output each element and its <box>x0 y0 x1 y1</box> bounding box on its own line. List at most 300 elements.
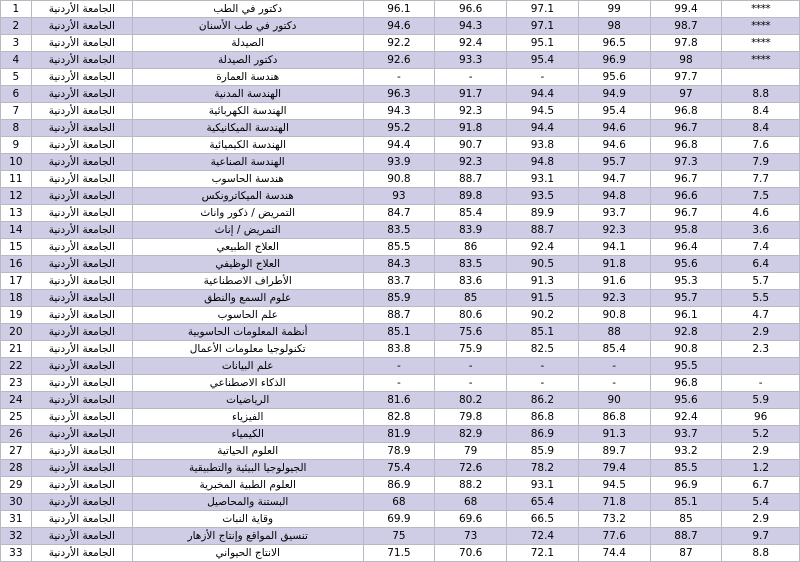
table-row[interactable] <box>1 256 800 273</box>
cell-value-2: 79 <box>435 443 507 460</box>
cell-major: التمريض / إناث <box>132 222 363 239</box>
cell-value-4: 94.6 <box>578 120 650 137</box>
cell-value-4: 95.6 <box>578 69 650 86</box>
cell-value-1: 81.6 <box>363 392 435 409</box>
cell-major: العلاج الوظيفي <box>132 256 363 273</box>
table-row[interactable] <box>1 375 800 392</box>
cell-value-3: 97.1 <box>507 1 579 18</box>
cell-value-4: 92.3 <box>578 222 650 239</box>
cell-value-1: 83.7 <box>363 273 435 290</box>
table-row[interactable] <box>1 511 800 528</box>
cell-university: الجامعة الأردنية <box>31 154 132 171</box>
cell-value-5: 96.9 <box>650 477 722 494</box>
cell-university: الجامعة الأردنية <box>31 188 132 205</box>
cell-value-5: 96.8 <box>650 103 722 120</box>
cell-value-6: 5.2 <box>722 426 800 443</box>
cell-major: أنظمة المعلومات الحاسوبية <box>132 324 363 341</box>
cell-value-2: 91.7 <box>435 86 507 103</box>
cell-value-3: 85.9 <box>507 443 579 460</box>
cell-major: الهندسة الكهربائية <box>132 103 363 120</box>
table-row[interactable] <box>1 205 800 222</box>
table-row[interactable] <box>1 35 800 52</box>
cell-major: هندسة الحاسوب <box>132 171 363 188</box>
cell-value-5: 97 <box>650 86 722 103</box>
cell-value-6: **** <box>722 35 800 52</box>
cell-value-2: 93.3 <box>435 52 507 69</box>
cell-university: الجامعة الأردنية <box>31 137 132 154</box>
table-row[interactable] <box>1 426 800 443</box>
cell-value-6: 96 <box>722 409 800 426</box>
cell-major: علم البيانات <box>132 358 363 375</box>
table-row[interactable] <box>1 273 800 290</box>
cell-value-5: 95.6 <box>650 256 722 273</box>
cell-major: الأطراف الاصطناعية <box>132 273 363 290</box>
cell-university: الجامعة الأردنية <box>31 103 132 120</box>
cell-value-3: 97.1 <box>507 18 579 35</box>
cell-major: الهندسة المدنية <box>132 86 363 103</box>
cell-value-2: 80.6 <box>435 307 507 324</box>
cell-university: الجامعة الأردنية <box>31 171 132 188</box>
cell-value-4: 92.3 <box>578 290 650 307</box>
cell-value-6: 2.9 <box>722 324 800 341</box>
cell-university: الجامعة الأردنية <box>31 324 132 341</box>
cell-value-1: - <box>363 358 435 375</box>
cell-index: 4 <box>1 52 32 69</box>
cell-value-5: 85 <box>650 511 722 528</box>
cell-index: 18 <box>1 290 32 307</box>
cell-value-5: 85.1 <box>650 494 722 511</box>
cell-value-5: 97.8 <box>650 35 722 52</box>
cell-value-1: 93 <box>363 188 435 205</box>
cell-value-3: 86.8 <box>507 409 579 426</box>
cell-value-6 <box>722 69 800 86</box>
cell-value-5: 92.4 <box>650 409 722 426</box>
cell-value-6: 5.9 <box>722 392 800 409</box>
cell-value-4: 73.2 <box>578 511 650 528</box>
cell-index: 24 <box>1 392 32 409</box>
cell-major: الانتاج الحيواني <box>132 545 363 562</box>
cell-value-3: 66.5 <box>507 511 579 528</box>
cell-value-4: 94.6 <box>578 137 650 154</box>
cell-index: 26 <box>1 426 32 443</box>
table-row[interactable] <box>1 1 800 18</box>
table-row[interactable] <box>1 120 800 137</box>
cell-university: الجامعة الأردنية <box>31 460 132 477</box>
cell-major: علم الحاسوب <box>132 307 363 324</box>
cell-value-1: 85.5 <box>363 239 435 256</box>
cell-index: 32 <box>1 528 32 545</box>
cell-university: الجامعة الأردنية <box>31 358 132 375</box>
table-row[interactable] <box>1 137 800 154</box>
table-row[interactable] <box>1 307 800 324</box>
cell-value-1: 71.5 <box>363 545 435 562</box>
cell-value-5: 93.2 <box>650 443 722 460</box>
cell-value-6: 7.5 <box>722 188 800 205</box>
cell-value-3: 93.8 <box>507 137 579 154</box>
cell-value-1: - <box>363 69 435 86</box>
cell-major: الصيدلة <box>132 35 363 52</box>
cell-value-1: 94.6 <box>363 18 435 35</box>
cell-value-5: 85.5 <box>650 460 722 477</box>
cell-value-2: 68 <box>435 494 507 511</box>
cell-value-4: 88 <box>578 324 650 341</box>
cell-value-5: 96.7 <box>650 205 722 222</box>
cell-value-6: 6.4 <box>722 256 800 273</box>
table-row[interactable] <box>1 460 800 477</box>
cell-index: 7 <box>1 103 32 120</box>
cell-value-2: 72.6 <box>435 460 507 477</box>
cell-major: هندسة العمارة <box>132 69 363 86</box>
cell-value-1: 88.7 <box>363 307 435 324</box>
cell-value-2: 96.6 <box>435 1 507 18</box>
table-row[interactable] <box>1 409 800 426</box>
cell-value-6: **** <box>722 52 800 69</box>
cell-index: 17 <box>1 273 32 290</box>
cell-value-4: 74.4 <box>578 545 650 562</box>
cell-university: الجامعة الأردنية <box>31 35 132 52</box>
cell-value-4: 91.6 <box>578 273 650 290</box>
cell-value-2: - <box>435 358 507 375</box>
cell-value-3: 86.2 <box>507 392 579 409</box>
cell-value-5: 95.3 <box>650 273 722 290</box>
cell-value-2: 92.3 <box>435 154 507 171</box>
cell-value-4: 86.8 <box>578 409 650 426</box>
cell-value-3: 65.4 <box>507 494 579 511</box>
cell-value-3: 94.5 <box>507 103 579 120</box>
cell-value-6: 2.9 <box>722 443 800 460</box>
cell-value-5: 96.7 <box>650 120 722 137</box>
cell-value-4: 85.4 <box>578 341 650 358</box>
cell-value-6: - <box>722 375 800 392</box>
cell-university: الجامعة الأردنية <box>31 528 132 545</box>
table-row[interactable] <box>1 18 800 35</box>
cell-value-6: 9.7 <box>722 528 800 545</box>
cell-university: الجامعة الأردنية <box>31 273 132 290</box>
cell-value-5: 97.7 <box>650 69 722 86</box>
cell-index: 14 <box>1 222 32 239</box>
cell-index: 21 <box>1 341 32 358</box>
cell-value-5: 96.7 <box>650 171 722 188</box>
cell-university: الجامعة الأردنية <box>31 52 132 69</box>
cell-value-1: 81.9 <box>363 426 435 443</box>
cell-major: الذكاء الاصطناعي <box>132 375 363 392</box>
cell-value-2: 73 <box>435 528 507 545</box>
cell-university: الجامعة الأردنية <box>31 290 132 307</box>
cell-value-6: 4.7 <box>722 307 800 324</box>
cell-value-3: 93.5 <box>507 188 579 205</box>
cell-value-4: 96.5 <box>578 35 650 52</box>
cell-value-2: - <box>435 375 507 392</box>
cell-value-6: 7.7 <box>722 171 800 188</box>
cell-value-4: 94.9 <box>578 86 650 103</box>
cell-value-1: 96.3 <box>363 86 435 103</box>
cell-value-6: 2.9 <box>722 511 800 528</box>
cell-value-2: 88.2 <box>435 477 507 494</box>
cell-value-1: 75 <box>363 528 435 545</box>
cell-value-5: 96.8 <box>650 137 722 154</box>
cell-value-2: 85.4 <box>435 205 507 222</box>
cell-value-2: 86 <box>435 239 507 256</box>
cell-university: الجامعة الأردنية <box>31 375 132 392</box>
cell-value-5: 96.8 <box>650 375 722 392</box>
cell-value-5: 96.1 <box>650 307 722 324</box>
cell-value-5: 88.7 <box>650 528 722 545</box>
table-row[interactable] <box>1 290 800 307</box>
cell-index: 10 <box>1 154 32 171</box>
cell-index: 23 <box>1 375 32 392</box>
cell-value-4: 94.8 <box>578 188 650 205</box>
cell-value-6: 4.6 <box>722 205 800 222</box>
table-row[interactable] <box>1 324 800 341</box>
cell-value-1: 75.4 <box>363 460 435 477</box>
cell-value-4: 96.9 <box>578 52 650 69</box>
table-row[interactable] <box>1 528 800 545</box>
cell-index: 29 <box>1 477 32 494</box>
table-row[interactable] <box>1 358 800 375</box>
cell-value-2: 75.6 <box>435 324 507 341</box>
table-row[interactable] <box>1 494 800 511</box>
cell-value-3: 93.1 <box>507 477 579 494</box>
cell-value-3: 94.4 <box>507 86 579 103</box>
cell-value-2: 83.5 <box>435 256 507 273</box>
cell-value-4: 93.7 <box>578 205 650 222</box>
table-row[interactable] <box>1 188 800 205</box>
cell-value-2: 92.3 <box>435 103 507 120</box>
cell-value-6: **** <box>722 1 800 18</box>
cell-value-6: 5.4 <box>722 494 800 511</box>
cell-value-5: 96.6 <box>650 188 722 205</box>
cell-value-5: 95.8 <box>650 222 722 239</box>
cell-value-5: 98.7 <box>650 18 722 35</box>
cell-value-2: 94.3 <box>435 18 507 35</box>
table-row[interactable] <box>1 443 800 460</box>
cell-major: العلوم الحياتية <box>132 443 363 460</box>
cell-major: وقاية النبات <box>132 511 363 528</box>
cell-index: 3 <box>1 35 32 52</box>
cell-index: 20 <box>1 324 32 341</box>
cell-major: الكيمياء <box>132 426 363 443</box>
cell-value-2: 88.7 <box>435 171 507 188</box>
cell-value-4: 91.3 <box>578 426 650 443</box>
cell-value-3: 94.4 <box>507 120 579 137</box>
cell-university: الجامعة الأردنية <box>31 545 132 562</box>
cell-value-3: 86.9 <box>507 426 579 443</box>
cell-value-3: - <box>507 375 579 392</box>
cell-value-1: 69.9 <box>363 511 435 528</box>
cell-value-4: 95.7 <box>578 154 650 171</box>
cell-value-1: 85.1 <box>363 324 435 341</box>
cell-value-2: 70.6 <box>435 545 507 562</box>
cell-value-6: 5.7 <box>722 273 800 290</box>
cell-value-6: 8.4 <box>722 103 800 120</box>
cell-value-4: 90.8 <box>578 307 650 324</box>
cell-index: 12 <box>1 188 32 205</box>
table-row[interactable] <box>1 52 800 69</box>
cell-value-1: 92.6 <box>363 52 435 69</box>
cell-value-2: 83.9 <box>435 222 507 239</box>
cell-university: الجامعة الأردنية <box>31 239 132 256</box>
cell-major: هندسة الميكاترونكس <box>132 188 363 205</box>
cell-university: الجامعة الأردنية <box>31 426 132 443</box>
table-row[interactable] <box>1 545 800 562</box>
cell-value-6: 7.9 <box>722 154 800 171</box>
cell-major: علوم السمع والنطق <box>132 290 363 307</box>
cell-value-4: 79.4 <box>578 460 650 477</box>
cell-university: الجامعة الأردنية <box>31 443 132 460</box>
cell-value-3: 94.8 <box>507 154 579 171</box>
cell-value-5: 96.4 <box>650 239 722 256</box>
cell-index: 25 <box>1 409 32 426</box>
cell-value-3: 72.1 <box>507 545 579 562</box>
cell-value-3: 90.5 <box>507 256 579 273</box>
table-row[interactable] <box>1 477 800 494</box>
cell-value-4: 89.7 <box>578 443 650 460</box>
cell-value-1: 68 <box>363 494 435 511</box>
cell-index: 16 <box>1 256 32 273</box>
cell-value-4: 94.7 <box>578 171 650 188</box>
cell-value-2: 89.8 <box>435 188 507 205</box>
cell-university: الجامعة الأردنية <box>31 409 132 426</box>
cell-major: تكنولوجيا معلومات الأعمال <box>132 341 363 358</box>
cell-index: 9 <box>1 137 32 154</box>
cell-value-2: 85 <box>435 290 507 307</box>
cell-value-2: 83.6 <box>435 273 507 290</box>
cell-major: الهندسة الميكانيكية <box>132 120 363 137</box>
cell-value-5: 95.6 <box>650 392 722 409</box>
table-row[interactable] <box>1 239 800 256</box>
cell-value-2: 82.9 <box>435 426 507 443</box>
cell-university: الجامعة الأردنية <box>31 120 132 137</box>
cell-value-4: 94.1 <box>578 239 650 256</box>
table-row[interactable] <box>1 222 800 239</box>
cell-value-3: 91.5 <box>507 290 579 307</box>
cell-value-6: 2.3 <box>722 341 800 358</box>
table-body <box>1 1 800 562</box>
cell-index: 15 <box>1 239 32 256</box>
cell-value-3: 82.5 <box>507 341 579 358</box>
cell-value-5: 93.7 <box>650 426 722 443</box>
cell-index: 13 <box>1 205 32 222</box>
cell-value-6: 7.6 <box>722 137 800 154</box>
cell-value-2: 75.9 <box>435 341 507 358</box>
cell-major: تنسيق المواقع وإنتاج الأزهار <box>132 528 363 545</box>
cell-value-3: 95.4 <box>507 52 579 69</box>
cell-value-6: **** <box>722 18 800 35</box>
cell-major: دكتور الصيدلة <box>132 52 363 69</box>
cell-value-5: 90.8 <box>650 341 722 358</box>
cell-value-1: 94.3 <box>363 103 435 120</box>
cell-value-3: 88.7 <box>507 222 579 239</box>
cell-major: الهندسة الكيميائية <box>132 137 363 154</box>
table-row[interactable] <box>1 154 800 171</box>
cell-major: الفيزياء <box>132 409 363 426</box>
cell-value-3: 89.9 <box>507 205 579 222</box>
cell-value-1: - <box>363 375 435 392</box>
cell-university: الجامعة الأردنية <box>31 69 132 86</box>
table-row[interactable] <box>1 103 800 120</box>
cell-value-1: 84.7 <box>363 205 435 222</box>
cell-index: 2 <box>1 18 32 35</box>
cell-value-6: 5.5 <box>722 290 800 307</box>
cell-major: دكتور في الطب <box>132 1 363 18</box>
table-row[interactable] <box>1 86 800 103</box>
cell-value-4: - <box>578 375 650 392</box>
cell-value-5: 95.7 <box>650 290 722 307</box>
table-row[interactable] <box>1 392 800 409</box>
cell-value-1: 78.9 <box>363 443 435 460</box>
cell-value-1: 90.8 <box>363 171 435 188</box>
cell-value-3: 72.4 <box>507 528 579 545</box>
cell-index: 27 <box>1 443 32 460</box>
cell-index: 1 <box>1 1 32 18</box>
cell-value-3: 78.2 <box>507 460 579 477</box>
table-row[interactable] <box>1 171 800 188</box>
cell-index: 5 <box>1 69 32 86</box>
cell-value-6: 3.6 <box>722 222 800 239</box>
cell-value-1: 86.9 <box>363 477 435 494</box>
cell-university: الجامعة الأردنية <box>31 392 132 409</box>
cell-university: الجامعة الأردنية <box>31 477 132 494</box>
cell-value-1: 96.1 <box>363 1 435 18</box>
cell-value-5: 99.4 <box>650 1 722 18</box>
cell-value-3: 93.1 <box>507 171 579 188</box>
cell-major: الهندسة الصناعية <box>132 154 363 171</box>
cell-index: 8 <box>1 120 32 137</box>
cell-major: الجيولوجيا البيئية والتطبيقية <box>132 460 363 477</box>
cell-major: الرياضيات <box>132 392 363 409</box>
cell-value-2: 80.2 <box>435 392 507 409</box>
cell-value-1: 82.8 <box>363 409 435 426</box>
cell-value-3: 92.4 <box>507 239 579 256</box>
cell-major: دكتور في طب الأسنان <box>132 18 363 35</box>
cell-major: التمريض / ذكور واناث <box>132 205 363 222</box>
cell-value-4: 94.5 <box>578 477 650 494</box>
cell-major: العلاج الطبيعي <box>132 239 363 256</box>
cell-value-2: 69.6 <box>435 511 507 528</box>
cell-index: 22 <box>1 358 32 375</box>
cell-value-4: 90 <box>578 392 650 409</box>
cell-university: الجامعة الأردنية <box>31 341 132 358</box>
cell-university: الجامعة الأردنية <box>31 494 132 511</box>
cell-index: 33 <box>1 545 32 562</box>
cell-value-4: 99 <box>578 1 650 18</box>
cell-value-5: 87 <box>650 545 722 562</box>
cell-university: الجامعة الأردنية <box>31 205 132 222</box>
cell-value-1: 83.5 <box>363 222 435 239</box>
cell-university: الجامعة الأردنية <box>31 222 132 239</box>
cell-value-1: 92.2 <box>363 35 435 52</box>
cell-value-6: 1.2 <box>722 460 800 477</box>
cell-value-6: 6.7 <box>722 477 800 494</box>
cell-value-5: 92.8 <box>650 324 722 341</box>
cell-value-6: 7.4 <box>722 239 800 256</box>
cell-university: الجامعة الأردنية <box>31 511 132 528</box>
cell-value-1: 85.9 <box>363 290 435 307</box>
cell-value-4: 95.4 <box>578 103 650 120</box>
cell-value-4: 98 <box>578 18 650 35</box>
cell-index: 31 <box>1 511 32 528</box>
table-row[interactable] <box>1 341 800 358</box>
cell-major: العلوم الطبية المخبرية <box>132 477 363 494</box>
cell-value-3: - <box>507 69 579 86</box>
cell-index: 19 <box>1 307 32 324</box>
cell-value-4: 91.8 <box>578 256 650 273</box>
cell-value-5: 95.5 <box>650 358 722 375</box>
cell-university: الجامعة الأردنية <box>31 307 132 324</box>
cell-major: البستنة والمحاصيل <box>132 494 363 511</box>
table-row[interactable] <box>1 69 800 86</box>
cell-university: الجامعة الأردنية <box>31 18 132 35</box>
